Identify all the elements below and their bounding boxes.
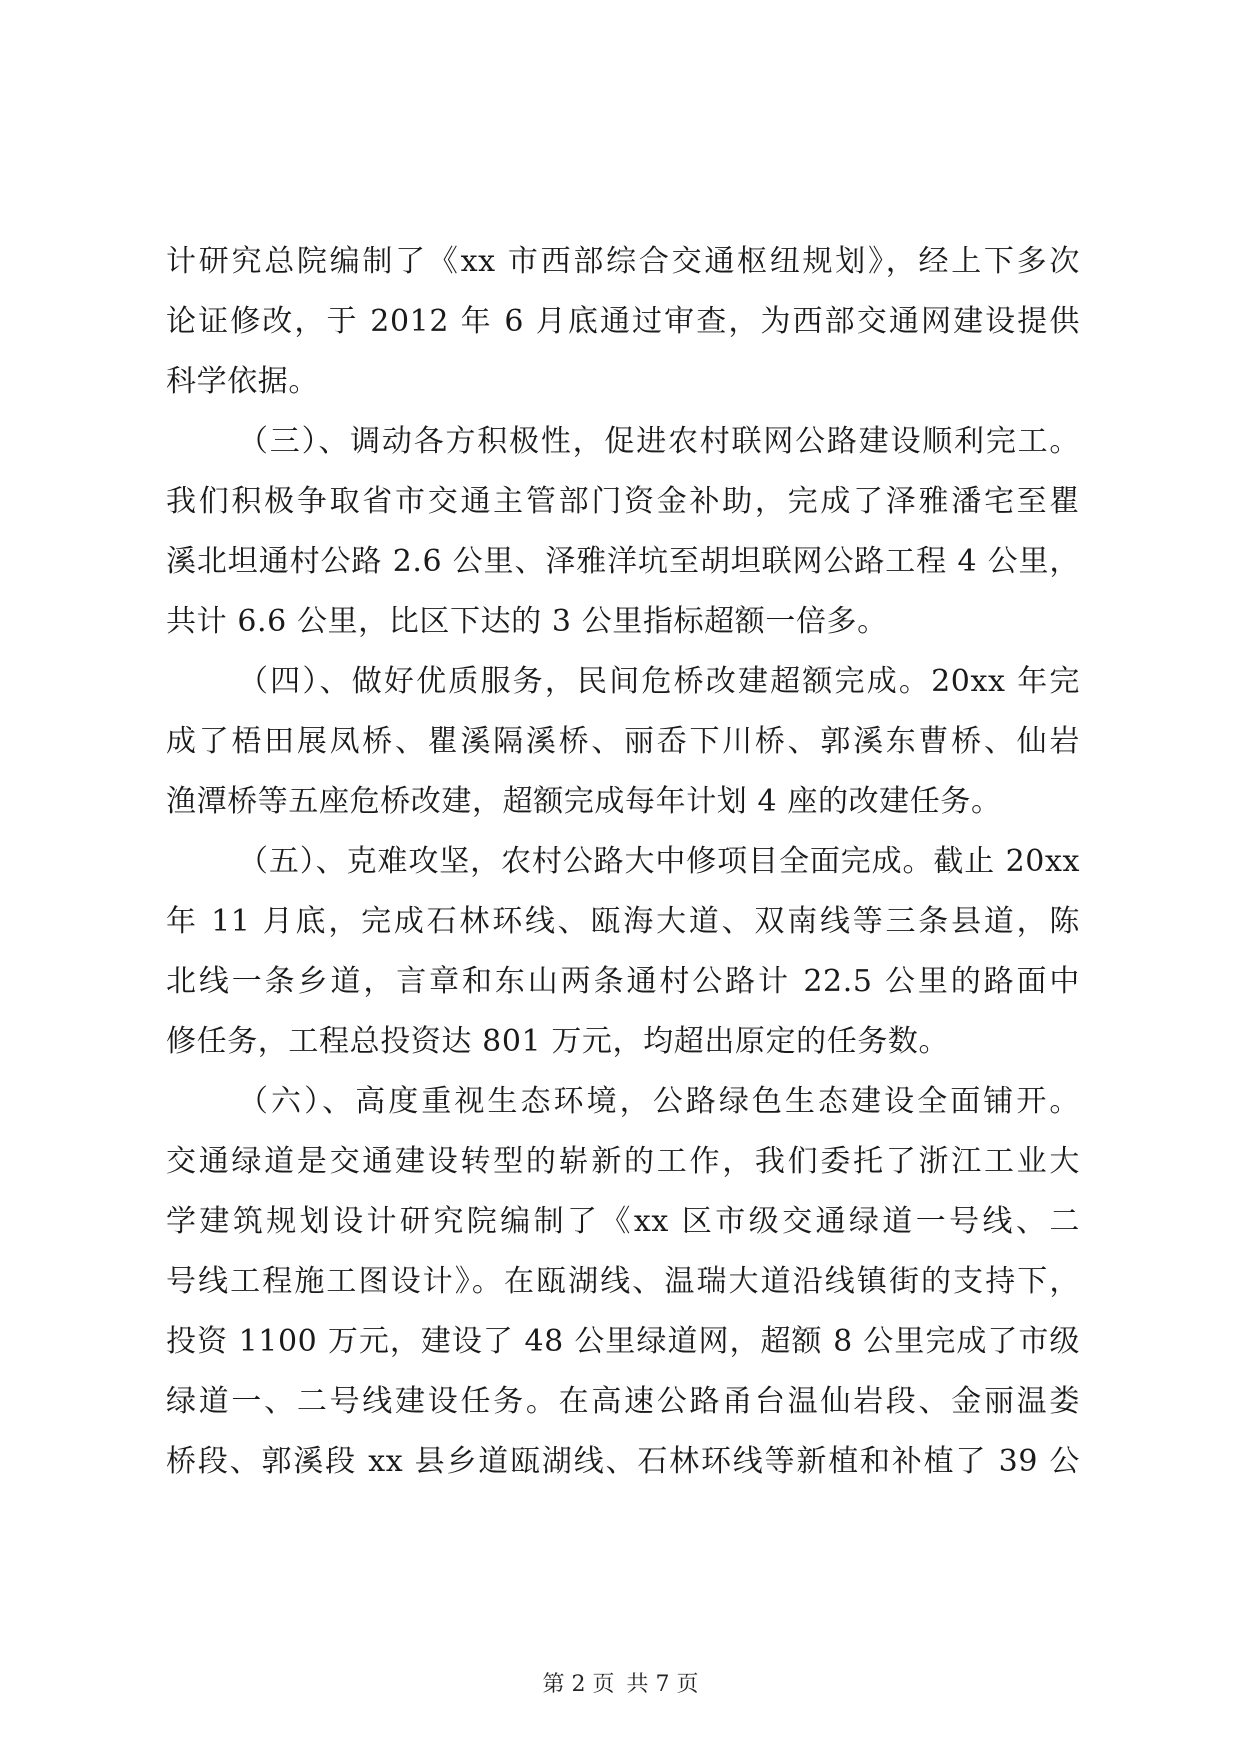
text-line: 溪北坦通村公路 2.6 公里、泽雅洋坑至胡坦联网公路工程 4 公里， [166, 544, 1080, 579]
text-line: 共计 6.6 公里，比区下达的 3 公里指标超额一倍多。 [166, 604, 888, 639]
page-footer [0, 1670, 1241, 1700]
page-total: 共 7 页 [626, 1672, 699, 1697]
text-line: 号线工程施工图设计》。在瓯湖线、温瑞大道沿线镇街的支持下， [166, 1264, 1080, 1299]
text-line: 学建筑规划设计研究院编制了《xx 区市级交通绿道一号线、二 [166, 1204, 1080, 1239]
text-line: （三）、调动各方积极性，促进农村联网公路建设顺利完工。 [238, 424, 1080, 459]
page-number: 第 2 页 [542, 1672, 615, 1697]
text-line: 交通绿道是交通建设转型的崭新的工作，我们委托了浙江工业大 [166, 1144, 1080, 1179]
text-line: （四）、做好优质服务，民间危桥改建超额完成。20xx 年完 [238, 664, 1080, 699]
text-line: 北线一条乡道，言章和东山两条通村公路计 22.5 公里的路面中 [166, 964, 1080, 999]
text-line: 科学依据。 [166, 364, 319, 399]
text-line: 修任务，工程总投资达 801 万元，均超出原定的任务数。 [166, 1024, 950, 1059]
text-line: 投资 1100 万元，建设了 48 公里绿道网，超额 8 公里完成了市级 [166, 1324, 1080, 1359]
text-line: （五）、克难攻坚，农村公路大中修项目全面完成。截止 20xx [238, 844, 1080, 879]
text-line: 渔潭桥等五座危桥改建，超额完成每年计划 4 座的改建任务。 [166, 784, 1002, 819]
text-line: 论证修改，于 2012 年 6 月底通过审查，为西部交通网建设提供 [166, 304, 1080, 339]
text-line: 绿道一、二号线建设任务。在高速公路甬台温仙岩段、金丽温娄 [166, 1384, 1080, 1419]
text-line: （六）、高度重视生态环境，公路绿色生态建设全面铺开。 [238, 1084, 1080, 1119]
body-text [166, 232, 1080, 1492]
text-line: 我们积极争取省市交通主管部门资金补助，完成了泽雅潘宅至瞿 [166, 484, 1080, 519]
text-line: 桥段、郭溪段 xx 县乡道瓯湖线、石林环线等新植和补植了 39 公 [166, 1444, 1080, 1479]
text-line: 成了梧田展凤桥、瞿溪隔溪桥、丽岙下川桥、郭溪东曹桥、仙岩 [166, 724, 1080, 759]
text-line: 年 11 月底，完成石林环线、瓯海大道、双南线等三条县道，陈 [166, 904, 1080, 939]
text-line: 计研究总院编制了《xx 市西部综合交通枢纽规划》，经上下多次 [166, 244, 1080, 279]
